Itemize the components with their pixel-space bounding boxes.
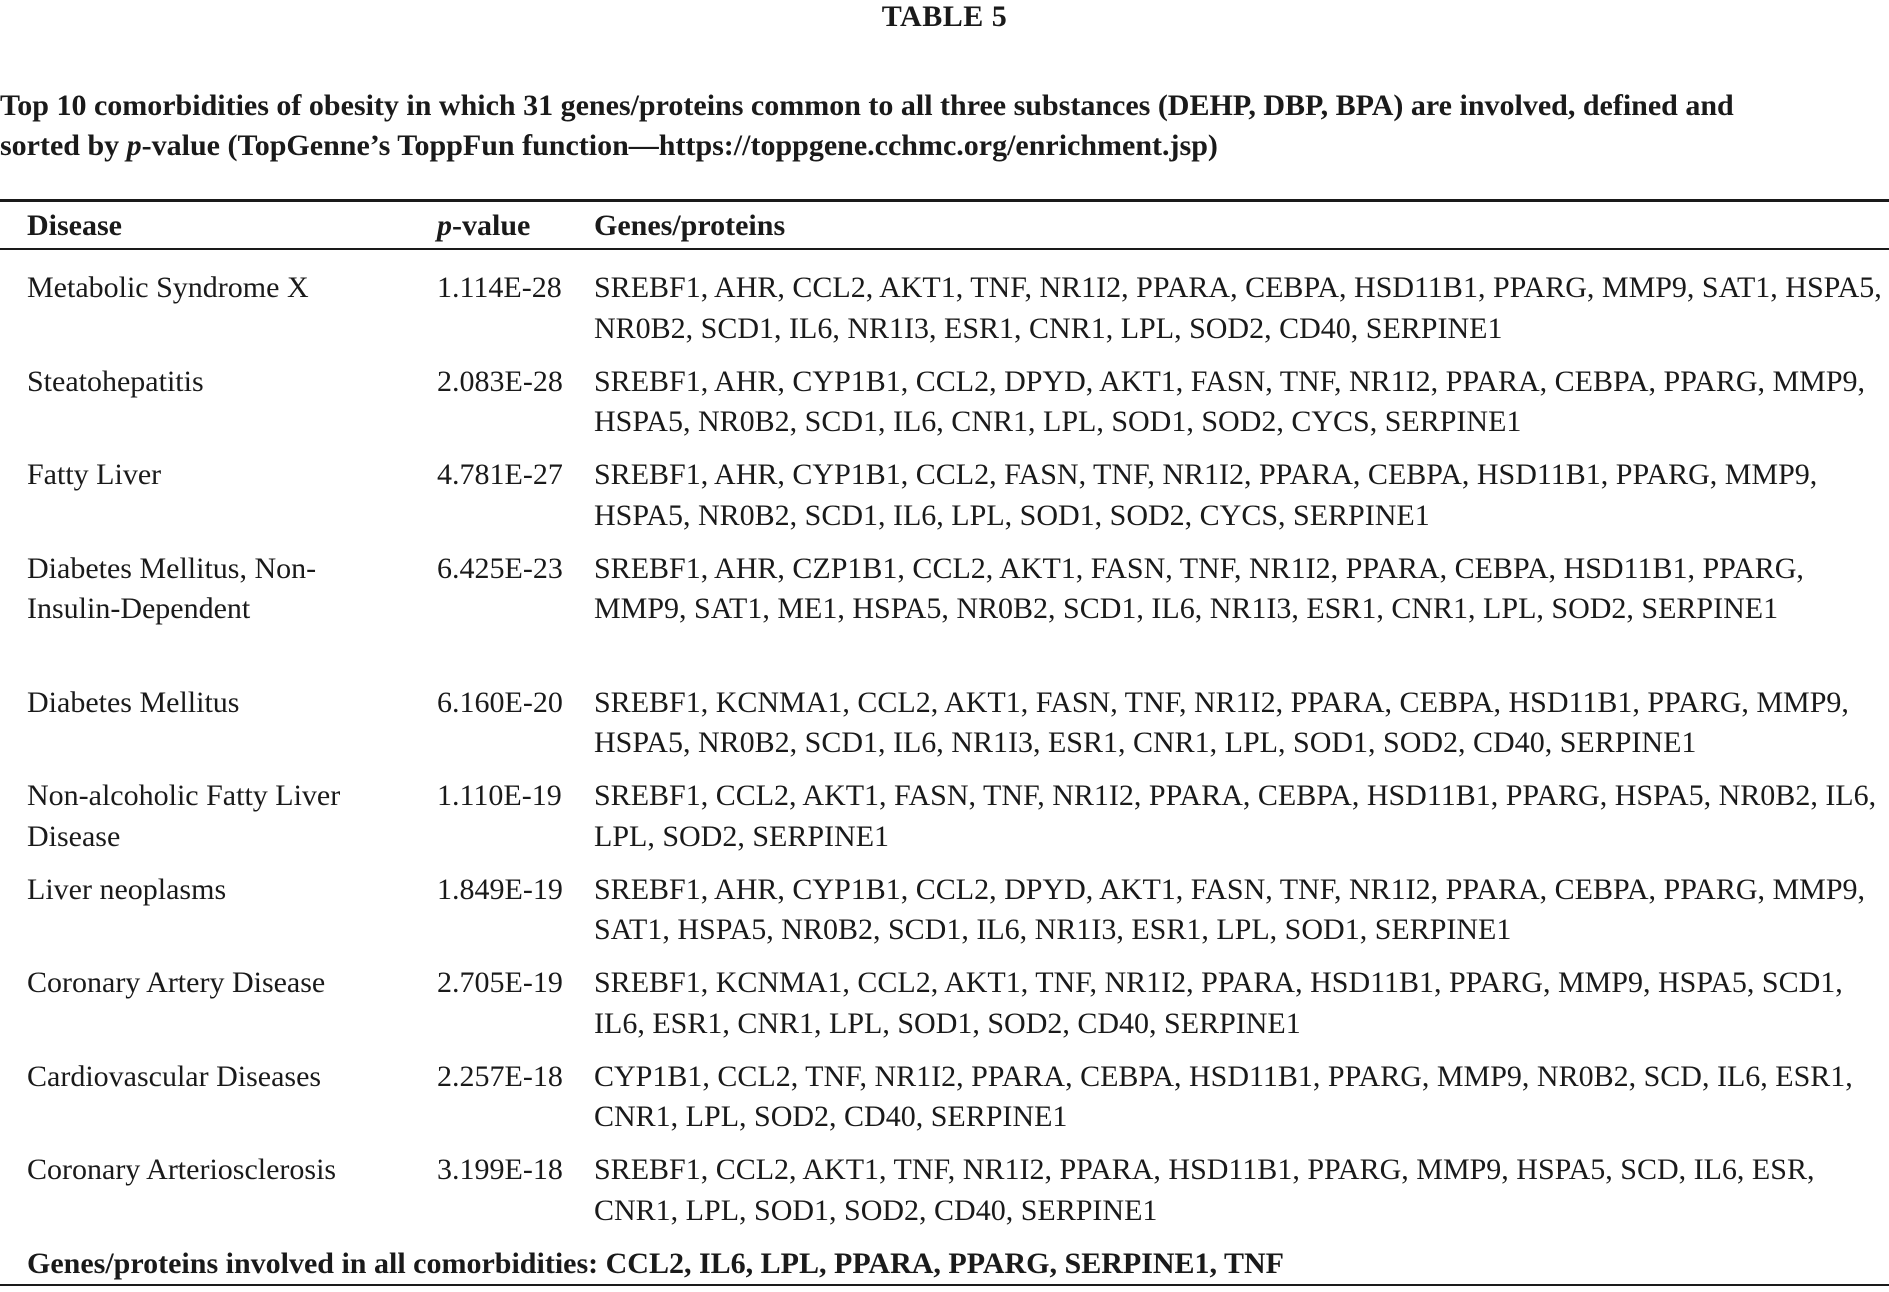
cell-disease: Fatty Liver [27,458,162,491]
cell-pvalue: 2.705E-19 [437,966,563,999]
cell-pvalue: 2.257E-18 [437,1059,563,1093]
cell-pvalue: 6.425E-23 [437,551,563,585]
cell-disease: Non-alcoholic Fatty Liver Disease [27,779,341,853]
table-row [0,268,1889,362]
cell-genes: SREBF1, KCNMA1, CCL2, AKT1, TNF, NR1I2, PPARA, HSD11B1, PPARG, MMP9, HSPA5, SCD1, IL6, ESR1, CNR1, LPL, SOD1, SOD2, CD40, SERPINE1 [594,966,1843,1040]
table-bottom-rule [0,1284,1889,1286]
caption-line-2-post: -value (TopGenne’s ToppFun function—https://toppgene.cchmc.org/enrichment.jsp) [141,129,1218,162]
table-row [0,963,1889,1057]
cell-genes: SREBF1, AHR, CYP1B1, CCL2, FASN, TNF, NR1I2, PPARA, CEBPA, HSD11B1, PPARG, MMP9, HSPA5, NR0B2, SCD1, IL6, LPL, SOD1, SOD2, CYCS, SERPINE1 [594,458,1818,532]
cell-disease: Coronary Artery Disease [27,966,326,999]
cell-genes: CYP1B1, CCL2, TNF, NR1I2, PPARA, CEBPA, HSD11B1, PPARG, MMP9, NR0B2, SCD, IL6, ESR1, CNR1, LPL, SOD2, CD40, SERPINE1 [594,1059,1853,1133]
header-pvalue [437,205,530,247]
cell-disease: Steatohepatitis [27,364,204,398]
cell-disease: Liver neoplasms [27,872,227,906]
cell-genes: SREBF1, AHR, CYP1B1, CCL2, DPYD, AKT1, FASN, TNF, NR1I2, PPARA, CEBPA, PPARG, MMP9, SAT1, HSPA5, NR0B2, SCD1, IL6, NR1I3, ESR1, LPL, SOD1, SERPINE1 [594,872,1866,946]
table-top-rule [0,199,1889,202]
table-label: TABLE 5 [881,0,1008,33]
cell-pvalue: 6.160E-20 [437,685,563,719]
header-genes: Genes/proteins [594,209,786,242]
table-row [0,455,1889,549]
table-caption [0,86,1889,166]
cell-genes: SREBF1, AHR, CZP1B1, CCL2, AKT1, FASN, TNF, NR1I2, PPARA, CEBPA, HSD11B1, PPARG, MMP9, SAT1, ME1, HSPA5, NR0B2, SCD1, IL6, NR1I3, ESR1, CNR1, LPL, SOD2, SERPINE1 [594,551,1804,625]
cell-pvalue: 1.114E-28 [437,271,562,304]
cell-pvalue: 3.199E-18 [437,1153,563,1186]
cell-genes: SREBF1, KCNMA1, CCL2, AKT1, FASN, TNF, NR1I2, PPARA, CEBPA, HSD11B1, PPARG, MMP9, HSPA5, NR0B2, SCD1, IL6, NR1I3, ESR1, CNR1, LPL, SOD1, SOD2, CD40, SERPINE1 [594,685,1849,759]
table-footer-summary: Genes/proteins involved in all comorbidities: CCL2, IL6, LPL, PPARA, PPARG, SERPINE1, TNF [27,1247,1284,1280]
table-row [0,1150,1889,1244]
cell-genes: SREBF1, AHR, CCL2, AKT1, TNF, NR1I2, PPARA, CEBPA, HSD11B1, PPARG, MMP9, SAT1, HSPA5, NR0B2, SCD1, IL6, NR1I3, ESR1, CNR1, LPL, SOD2, CD40, SERPINE1 [594,271,1882,345]
table-header-rule [0,248,1889,250]
cell-disease: Cardiovascular Diseases [27,1059,322,1093]
header-disease: Disease [27,209,122,242]
table-row [0,362,1889,456]
table-header [0,205,1889,247]
cell-pvalue: 1.110E-19 [437,779,562,812]
caption-line-2-pre: sorted by [0,129,127,162]
header-pvalue-italic: p [437,209,452,242]
table-row [0,683,1889,777]
cell-pvalue: 4.781E-27 [437,458,563,491]
table-row [0,549,1889,683]
cell-disease: Diabetes Mellitus [27,685,240,719]
header-pvalue-rest: -value [452,209,531,242]
cell-genes: SREBF1, AHR, CYP1B1, CCL2, DPYD, AKT1, FASN, TNF, NR1I2, PPARA, CEBPA, PPARG, MMP9, HSPA5, NR0B2, SCD1, IL6, CNR1, LPL, SOD1, SOD2, CYCS, SERPINE1 [594,364,1866,438]
cell-pvalue: 1.849E-19 [437,872,563,906]
cell-disease: Diabetes Mellitus, Non-Insulin-Dependent [27,551,317,625]
caption-p-italic: p [126,129,142,162]
table-row [0,776,1889,870]
cell-genes: SREBF1, CCL2, AKT1, TNF, NR1I2, PPARA, HSD11B1, PPARG, MMP9, HSPA5, SCD, IL6, ESR, CNR1, LPL, SOD1, SOD2, CD40, SERPINE1 [594,1153,1815,1227]
caption-line-2 [0,126,1889,166]
table-row [0,870,1889,964]
table-row [0,1057,1889,1151]
table-body [0,268,1889,1244]
cell-genes: SREBF1, CCL2, AKT1, FASN, TNF, NR1I2, PPARA, CEBPA, HSD11B1, PPARG, HSPA5, NR0B2, IL6, LPL, SOD2, SERPINE1 [594,779,1877,853]
cell-disease: Metabolic Syndrome X [27,271,309,304]
caption-line-1: Top 10 comorbidities of obesity in which 31 genes/proteins common to all three substances (DEHP, DBP, BPA) are involved, defined and [0,89,1734,122]
cell-pvalue: 2.083E-28 [437,364,563,398]
cell-disease: Coronary Arteriosclerosis [27,1153,337,1186]
